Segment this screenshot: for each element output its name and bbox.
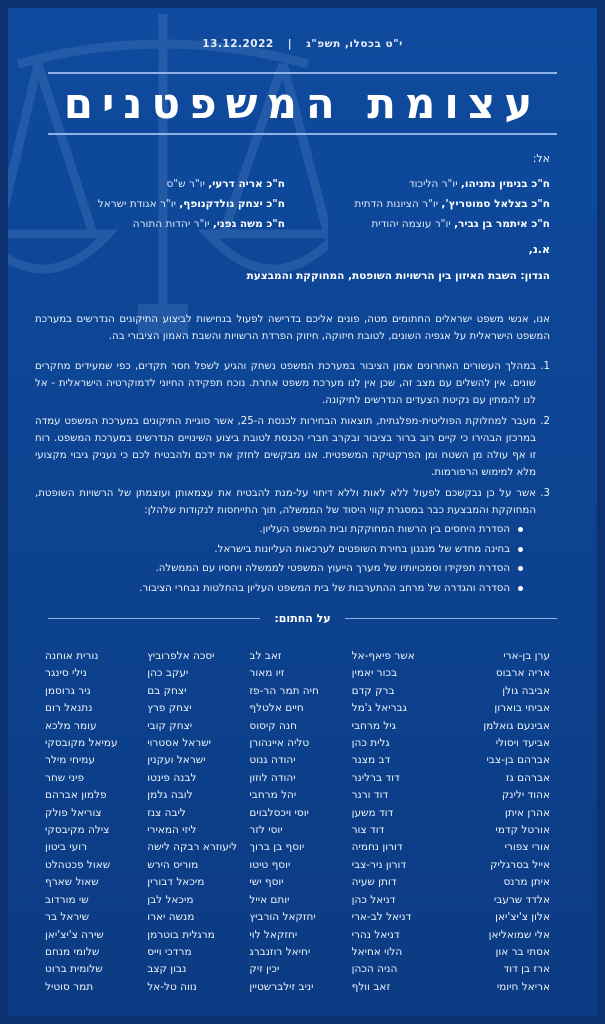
- signatory-name: שיראל בר: [45, 911, 90, 924]
- signatory-name: אלי שמואליאן: [488, 928, 550, 941]
- signatory-name: דוד ורנר: [351, 789, 389, 802]
- signatory-column: [147, 648, 243, 996]
- addressee-role: יו"ר הציונות הדתית: [354, 198, 442, 210]
- signatory-name: מוריס הירש: [147, 858, 199, 871]
- gregorian-date: 13.12.2022: [202, 38, 274, 50]
- signatory-name: צילה מקיבסקי: [45, 824, 110, 837]
- signatory-name: אלדד שרעבי: [493, 893, 550, 906]
- point-text: אשר על כן נבקשכם לפעול ללא לאות וללא דיחוי על-מנת להבטיח את עצמאותן ועוצמתן של הרשויות השופטת, המחוקקת והמבצעת כבר במסגרת קווי היסוד של הממשלה, תוך התייחסות לנקודות שלהלן:: [35, 488, 536, 516]
- addressee: [40, 216, 285, 232]
- signatory-name: יוסף בן ברוך: [249, 841, 305, 854]
- signatory-name: שלומית ברוט: [45, 963, 103, 976]
- addressee-role: יו"ר אגודת ישראל: [97, 198, 180, 210]
- signatory-name: אבינעם גואלמן: [483, 719, 550, 732]
- signatory-name: הלוי אחיאל: [351, 945, 403, 958]
- signatory-name: שי מורדוב: [45, 893, 89, 906]
- signatory-name: עמיחי מילר: [45, 754, 95, 767]
- signatory-name: עמיאל מקובסקי: [45, 737, 118, 750]
- signatory-name: יוסי לזר: [249, 824, 283, 837]
- signatory-name: יהודה גנוט: [249, 754, 296, 767]
- bullet-item: בחינה מחדש של מנגנון בחירת השופטים לערכאות העליונות בישראל.: [35, 541, 524, 558]
- signatory-name: חנה קיסוס: [249, 719, 297, 732]
- signatory-name: יוסף טיטו: [249, 858, 291, 871]
- date-line: [8, 38, 597, 50]
- intro-paragraph: אנו, אנשי משפט ישראלים החתומים מטה, פונים אליכם בדרישה לפעול בנחישות לביצוע התיקונים הנדרשים במערכת המשפט הישראלית על אגפיה השונים, לטובת חיזוקה, חיזוק הפרדת הרשויות והשבת האמון הציבורי בה.: [35, 314, 550, 342]
- signatory-name: מרגלית בוטרמן: [147, 928, 215, 941]
- signatory-name: מיכאל דבורין: [147, 876, 205, 889]
- addressee-name: ח"כ משה גפני,: [212, 218, 285, 230]
- signatory-name: דותן שעיה: [351, 876, 397, 889]
- signatory-name: יצחק בם: [147, 684, 187, 697]
- title-rule-bottom: [48, 133, 557, 135]
- signatory-name: שלומי מנחם: [45, 945, 100, 958]
- signatory-name: יצחק קובי: [147, 719, 193, 732]
- point-item: [35, 485, 550, 597]
- signatory-name: חיה תמר הר-פז: [249, 684, 319, 697]
- signatory-name: צוריאל פולק: [45, 806, 102, 819]
- signatory-name: אביעד ויסולי: [495, 737, 550, 750]
- point-text: מעבר למחלוקת הפוליטית-מפלגתית, תוצאות הבחירות לכנסת ה-25, אשר סוגיית התיקונים במערכת המשפט עמדה במרכזן הבהירו כי קיים רוב ברור בציבור ובקרב חברי הכנסת לטובת ביצוע השינויים הנדרשים במערכת המשפט. רוח זו אף עולה מן השטח ומן הפרקטיקה המשפטית. אנו מבקשים לחזק את ידכם ולהבטיח לכם כי נעניק גיבוי מקצועי מלא למימוש הרפורמות.: [35, 416, 536, 478]
- signatory-name: דניאל נהרי: [351, 928, 400, 941]
- addressee-name: ח"כ בנימין נתניהו,: [460, 178, 550, 190]
- signatory-name: לבנה פינטו: [147, 771, 197, 784]
- signatory-column: [249, 648, 345, 996]
- point-number: 1.: [540, 361, 550, 372]
- signatory-name: שאול שארף: [45, 876, 99, 889]
- numbered-points: [35, 358, 550, 597]
- signatory-name: איתן מרנס: [503, 876, 550, 889]
- signatory-column: [45, 648, 141, 996]
- signatory-name: נורית אוחנה: [45, 650, 99, 662]
- signatory-name: יוסי ויכסלבוים: [249, 806, 309, 819]
- signatory-name: יחזקאל לוי: [249, 928, 298, 941]
- signatory-name: ישראל ועקנין: [147, 754, 206, 767]
- signatory-name: בכור יאמין: [351, 667, 398, 680]
- addressee: [40, 176, 285, 192]
- signatory-name: אהרן איתן: [504, 806, 550, 819]
- signatory-name: שאול פכטהלט: [45, 858, 111, 871]
- signatory-name: מרדכי וייס: [147, 945, 192, 958]
- signatory-name: אלון צ'יצ'יאן: [495, 911, 550, 924]
- greeting: א.נ,: [528, 243, 550, 256]
- signatory-column: [454, 648, 550, 996]
- signatory-name: רועי ביטון: [45, 841, 88, 854]
- signatory-name: פלמון אברהם: [45, 789, 107, 802]
- signatory-name: לובה גלמן: [147, 789, 193, 802]
- point-item: [35, 413, 550, 481]
- signatory-name: ברק קדם: [351, 684, 395, 697]
- signatory-name: הניה הכהן: [351, 963, 398, 976]
- bullet-item: הסדרת היחסים בין הרשות המחוקקת ובית המשפט העליון.: [35, 521, 524, 538]
- signatory-name: אהוד ילינק: [501, 789, 550, 802]
- subject-line: הנדון: השבת האיזון בין הרשויות השופטת, המחוקקת והמבצעת: [246, 270, 550, 282]
- signatory-name: דורון ניר-צבי: [351, 858, 407, 871]
- addressee-role: יו"ר יהדות התורה: [132, 218, 213, 230]
- signatory-name: תמר סוטיל: [45, 980, 94, 993]
- signatory-name: דב מצנר: [351, 754, 391, 767]
- signatory-name: יהל מרחבי: [249, 789, 297, 802]
- signatory-name: יכין זיק: [249, 963, 280, 976]
- addressee-name: ח"כ איתמר בן גביר,: [454, 218, 550, 230]
- signatory-name: יותם אייל: [249, 893, 290, 906]
- signatory-name: אביבה גולן: [502, 684, 550, 697]
- signatory-name: ליזי המאירי: [147, 824, 197, 837]
- signatory-name: יניב זילברשטיין: [249, 980, 314, 993]
- signatory-name: דניאל לב-ארי: [351, 911, 412, 924]
- signatory-name: אביחי בוארון: [494, 702, 550, 715]
- bullet-item: הסדרה והגדרה של מרחב ההתערבות של בית המשפט העליון בהחלטות נבחרי הציבור.: [35, 580, 524, 597]
- signatory-name: אורי צפורי: [504, 841, 550, 854]
- signatory-name: יהודה לוזון: [249, 771, 296, 784]
- signatory-name: נילי סינגר: [45, 667, 87, 680]
- addressee-role: יו"ר הליכוד: [408, 178, 461, 190]
- addressee-role: יו"ר עוצמה יהודית: [371, 218, 455, 230]
- signatory-column: [352, 648, 448, 996]
- signed-label: על החתום:: [274, 612, 331, 625]
- addressee: [305, 176, 550, 192]
- signatory-name: נבון קצב: [147, 963, 187, 976]
- signatory-name: זאב לב: [249, 650, 282, 662]
- signatory-name: אריה ארבוס: [495, 667, 550, 680]
- signatory-name: אברהם גז: [505, 771, 550, 784]
- addressee: [40, 196, 285, 212]
- addressee: [305, 216, 550, 232]
- signatory-name: מיכאל לבן: [147, 893, 194, 906]
- addressee-list: [40, 176, 550, 232]
- signatory-name: ישראל אסטרוי: [147, 737, 212, 750]
- signatory-name: טליה איינהורן: [249, 737, 310, 750]
- signatory-name: זאב וולף: [351, 980, 391, 993]
- addressee-name: ח"כ יצחק גולדקנופף,: [179, 198, 285, 210]
- page-title: עצומת המשפטנים: [63, 79, 542, 128]
- signatory-name: גלית כהן: [351, 737, 390, 750]
- signatory-name: פיני שחר: [45, 771, 85, 784]
- signatory-name: יצחק פרץ: [147, 702, 192, 715]
- signatory-name: אריאל חיומי: [496, 980, 550, 993]
- signatory-name: נתנאל רום: [45, 702, 93, 715]
- signatory-name: אשר פיאף-אל: [351, 650, 415, 662]
- signed-divider: [48, 612, 557, 625]
- point-number: 2.: [540, 416, 550, 427]
- signatory-name: חיים אלטלף: [249, 702, 304, 715]
- signatory-name: ליבה צנז: [147, 806, 186, 819]
- signatory-name: נווה טל-אל: [147, 980, 197, 993]
- signatory-name: מנשה יארו: [147, 911, 195, 924]
- signatory-name: דוד משען: [351, 806, 394, 819]
- addressee-role: יו"ר ש"ס: [166, 178, 209, 190]
- signatory-name: אברהם בן-צבי: [486, 754, 550, 767]
- signatory-name: גבריאל ג'מל: [351, 702, 407, 715]
- signatory-name: עומר מלכא: [45, 719, 97, 732]
- signatory-name: זיו מאור: [249, 667, 285, 680]
- title-rule-top: [48, 72, 557, 74]
- signatory-name: אייל בסרגליק: [490, 858, 550, 871]
- signatory-name: יחזקאל הורביץ: [249, 911, 316, 924]
- signatory-name: שירה צ'יצ'יאן: [45, 928, 104, 941]
- signatory-name: ליעוזרא רבקה לישה: [147, 841, 238, 854]
- signatory-name: ניר גרוסמן: [45, 684, 91, 697]
- petition-document: [8, 8, 597, 1016]
- signatory-name: דוד ברלינר: [351, 771, 400, 784]
- to-label: אל:: [532, 152, 550, 165]
- signatory-name: דורון נחמיה: [351, 841, 403, 854]
- divider-line: [48, 618, 260, 620]
- addressee-name: ח"כ אריה דרעי,: [208, 178, 285, 190]
- signatory-name: יסכה אלפרוביץ: [147, 650, 215, 662]
- bullet-list: [35, 521, 536, 597]
- point-text: במהלך העשורים האחרונים אמון הציבור במערכת המשפט נשחק והגיע לשפל חסר תקדים, כפי שמעידים מחקרים שונים. אין להשלים עם מצב זה, שכן אין לנו מערכת משפט אחרת. נוכח תפקידה החיוני לדמוקרטיה הישראלית - אל לנו להמתין עם נקיטת הצעדים הנדרשים לתיקונה.: [35, 361, 536, 406]
- signatory-name: יחיאל רוזנברג: [249, 945, 311, 958]
- signatory-name: ארז בן דוד: [503, 963, 550, 976]
- point-item: [35, 358, 550, 409]
- bullet-item: הסדרת תפקידו וסמכויותיו של מערך הייעוץ המשפטי לממשלה ויחסיו עם הממשלה.: [35, 560, 524, 577]
- date-separator: |: [287, 38, 293, 50]
- signatory-name: יעקב כהן: [147, 667, 189, 680]
- signatory-name: ערן בן-ארי: [503, 650, 550, 662]
- signatory-name: אורטל קדמי: [495, 824, 550, 837]
- hebrew-date: י"ט בכסלו, תשפ"ג: [306, 38, 403, 50]
- letter-body: [35, 311, 550, 601]
- signatory-name: דוד צור: [351, 824, 385, 837]
- signatory-name: יוסף ישי: [249, 876, 284, 889]
- signatory-name: גיל מרחבי: [351, 719, 396, 732]
- signatory-name: אסתי בר און: [495, 945, 550, 958]
- signatory-grid: [45, 648, 550, 996]
- divider-line: [345, 618, 557, 620]
- addressee-name: ח"כ בצלאל סמוטריץ',: [441, 198, 550, 210]
- signatory-name: דניאל כהן: [351, 893, 396, 906]
- addressee: [305, 196, 550, 212]
- point-number: 3.: [540, 488, 550, 499]
